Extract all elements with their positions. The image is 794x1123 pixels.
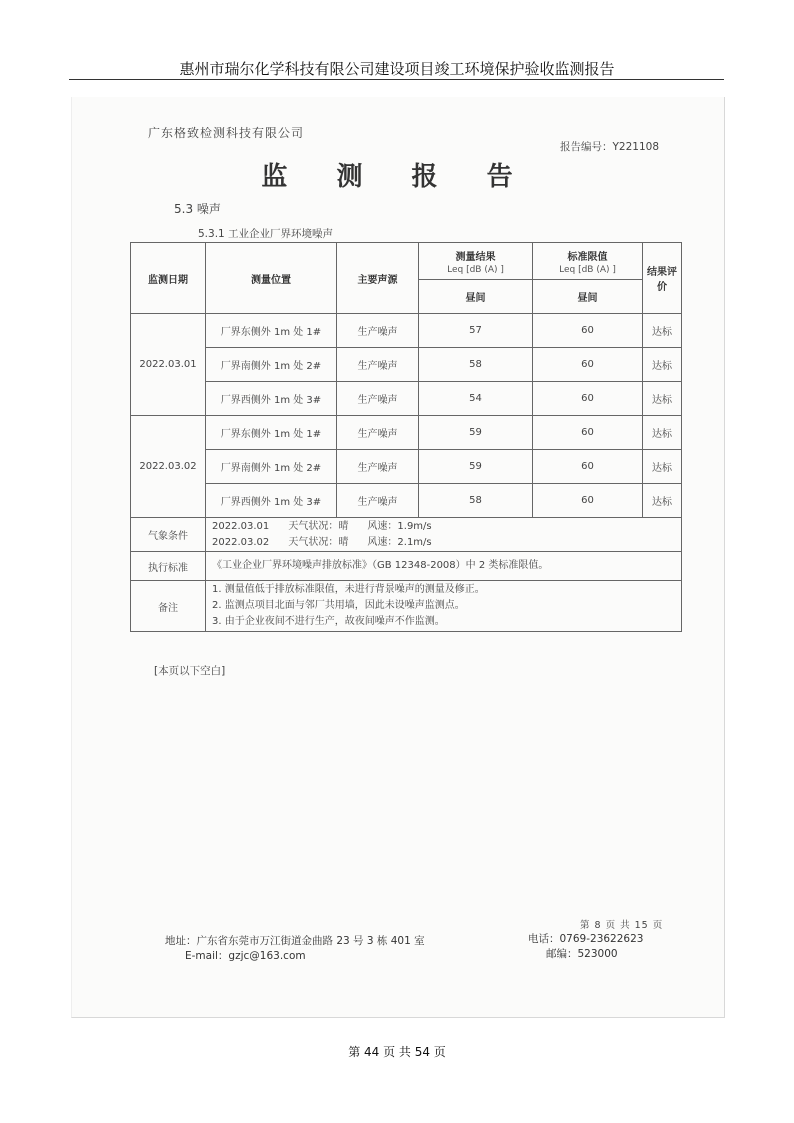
location-cell: 厂界东侧外 1m 处 1# (206, 416, 337, 450)
header-evaluation: 结果评价 (643, 243, 682, 314)
header-divider (69, 79, 724, 80)
limit-cell: 60 (533, 484, 643, 518)
notes-text (206, 581, 682, 632)
evaluation-cell: 达标 (643, 416, 682, 450)
blank-below-note: [本页以下空白] (154, 665, 226, 677)
location-cell: 厂界西侧外 1m 处 3# (206, 382, 337, 416)
note-item: 2. 监测点项目北面与邻厂共用墙，因此未设噪声监测点。 (212, 600, 465, 611)
result-cell: 54 (419, 382, 533, 416)
section-heading: 5.3 噪声 (174, 202, 221, 216)
standard-label: 执行标准 (131, 552, 206, 581)
header-location: 测量位置 (206, 243, 337, 314)
header-source: 主要声源 (337, 243, 419, 314)
standard-row (131, 552, 682, 581)
source-cell: 生产噪声 (337, 348, 419, 382)
header-limit-unit: Leq [dB (A) ] (559, 264, 616, 275)
company-postcode: 邮编：523000 (546, 948, 618, 960)
header-result-daytime: 昼间 (419, 280, 533, 314)
source-cell: 生产噪声 (337, 484, 419, 518)
notes-row (131, 581, 682, 632)
header-result-label: 测量结果 (455, 251, 496, 263)
report-number: 报告编号：Y221108 (560, 141, 659, 153)
evaluation-cell: 达标 (643, 484, 682, 518)
source-cell: 生产噪声 (337, 314, 419, 348)
company-telephone: 电话：0769-23622623 (528, 933, 644, 945)
report-title: 监 测 报 告 (261, 162, 533, 192)
weather-row (131, 518, 682, 552)
table-row (131, 348, 682, 382)
date-cell: 2022.03.01 (131, 314, 206, 416)
result-cell: 58 (419, 348, 533, 382)
evaluation-cell: 达标 (643, 314, 682, 348)
header-result (419, 243, 533, 280)
weather-line-day1: 2022.03.01 天气状况：晴 风速：1.9m/s (212, 520, 432, 532)
weather-line-day2: 2022.03.02 天气状况：晴 风速：2.1m/s (212, 536, 432, 548)
result-cell: 59 (419, 416, 533, 450)
limit-cell: 60 (533, 314, 643, 348)
limit-cell: 60 (533, 450, 643, 484)
table-row (131, 314, 682, 348)
limit-cell: 60 (533, 382, 643, 416)
evaluation-cell: 达标 (643, 382, 682, 416)
evaluation-cell: 达标 (643, 450, 682, 484)
document-header-title: 惠州市瑞尔化学科技有限公司建设项目竣工环境保护验收监测报告 (179, 60, 615, 78)
noise-results-table (130, 242, 682, 632)
header-result-unit: Leq [dB (A) ] (447, 264, 504, 275)
location-cell: 厂界东侧外 1m 处 1# (206, 314, 337, 348)
result-cell: 59 (419, 450, 533, 484)
source-cell: 生产噪声 (337, 382, 419, 416)
weather-values (206, 518, 682, 552)
limit-cell: 60 (533, 348, 643, 382)
result-cell: 57 (419, 314, 533, 348)
note-item: 1. 测量值低于排放标准限值，未进行背景噪声的测量及修正。 (212, 584, 485, 595)
company-email: E-mail：gzjc@163.com (185, 950, 306, 962)
limit-cell: 60 (533, 416, 643, 450)
header-date: 监测日期 (131, 243, 206, 314)
evaluation-cell: 达标 (643, 348, 682, 382)
table-row (131, 484, 682, 518)
location-cell: 厂界南侧外 1m 处 2# (206, 348, 337, 382)
subsection-heading: 5.3.1 工业企业厂界环境噪声 (198, 228, 334, 240)
company-address: 地址：广东省东莞市万江街道金曲路 23 号 3 栋 401 室 (165, 935, 425, 947)
header-limit (533, 243, 643, 280)
location-cell: 厂界西侧外 1m 处 3# (206, 484, 337, 518)
table-row (131, 416, 682, 450)
document-page-number: 第 44 页 共 54 页 (348, 1045, 446, 1059)
date-cell: 2022.03.02 (131, 416, 206, 518)
source-cell: 生产噪声 (337, 416, 419, 450)
notes-label: 备注 (131, 581, 206, 632)
company-name: 广东格致检测科技有限公司 (148, 126, 305, 140)
standard-text: 《工业企业厂界环境噪声排放标准》（GB 12348-2008）中 2 类标准限值。 (206, 552, 682, 581)
source-cell: 生产噪声 (337, 450, 419, 484)
header-limit-daytime: 昼间 (533, 280, 643, 314)
table-row (131, 382, 682, 416)
result-cell: 58 (419, 484, 533, 518)
location-cell: 厂界南侧外 1m 处 2# (206, 450, 337, 484)
note-item: 3. 由于企业夜间不进行生产，故夜间噪声不作监测。 (212, 616, 445, 627)
inner-page-number: 第 8 页 共 15 页 (580, 920, 664, 931)
weather-label: 气象条件 (131, 518, 206, 552)
table-row (131, 450, 682, 484)
header-limit-label: 标准限值 (567, 251, 608, 263)
